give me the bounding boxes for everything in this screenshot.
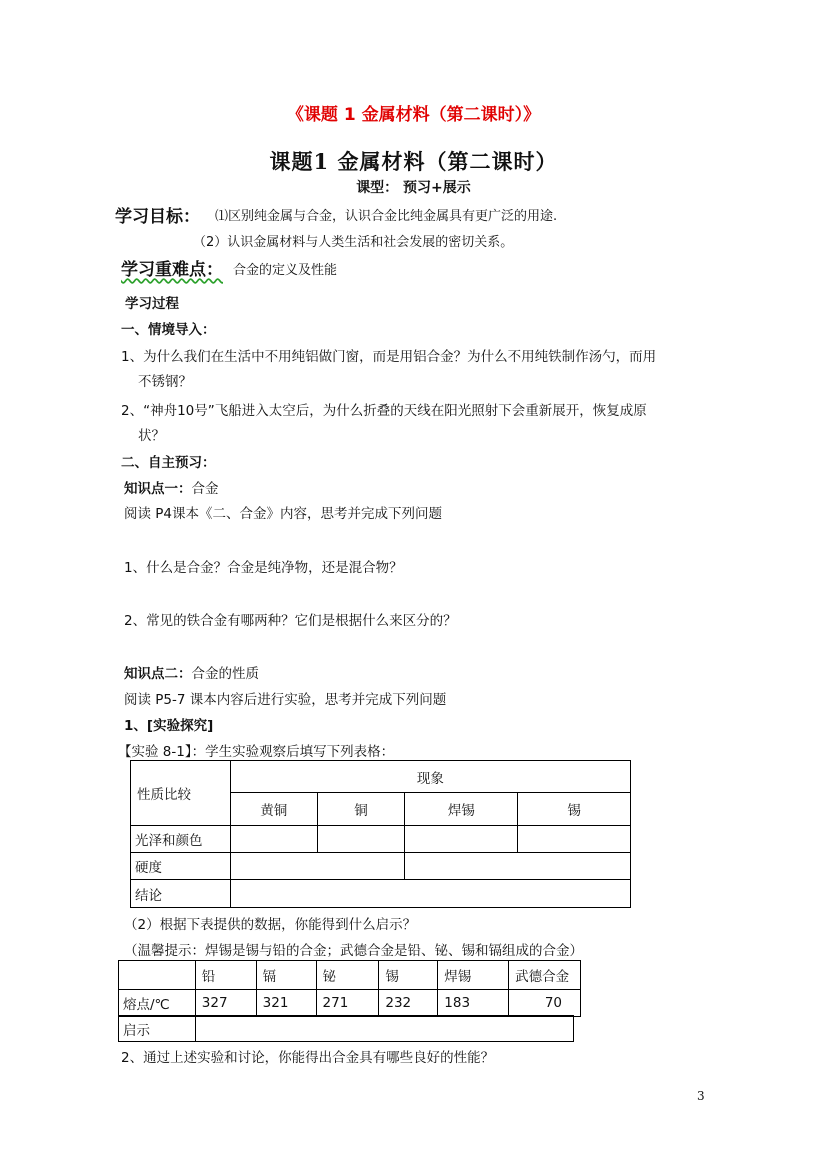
experiment-label: 【实验 8-1】：学生实验观察后填写下列表格：: [118, 744, 395, 760]
header-solder: 焊锡: [438, 961, 509, 990]
knowledge-point-2-reading: 阅读 P5-7 课本内容后进行实验，思考并完成下列问题: [124, 692, 447, 708]
row-label-melting-point: 熔点/℃: [119, 990, 196, 1017]
header-wood-alloy: 武德合金: [509, 961, 581, 990]
value-cadmium: 321: [256, 990, 316, 1017]
knowledge-point-1-question-1: 1、什么是合金？合金是纯净物，还是混合物？: [124, 560, 403, 576]
table-cell: [317, 826, 405, 853]
lesson-title: 课题1 金属材料（第二课时）: [269, 149, 558, 174]
table-cell: [405, 826, 518, 853]
row-label-hardness: 硬度: [131, 853, 231, 880]
page-number: 3: [697, 1089, 705, 1103]
value-solder: 183: [438, 990, 509, 1017]
table-cell: [230, 853, 405, 880]
header-cadmium: 镉: [256, 961, 316, 990]
header-bismuth: 铋: [316, 961, 379, 990]
header-material-copper: 铜: [317, 793, 405, 826]
knowledge-point-1: 知识点一：合金: [124, 481, 219, 497]
question-2-line-2: 状？: [138, 428, 165, 444]
knowledge-point-1-question-2: 2、常见的铁合金有哪两种？它们是根据什么来区分的？: [124, 613, 457, 629]
table-cell: [230, 826, 317, 853]
value-bismuth: 271: [316, 990, 379, 1017]
header-material-solder: 焊锡: [405, 793, 518, 826]
data-question: （2）根据下表提供的数据，你能得到什么启示？: [124, 917, 417, 933]
header-property-compare: 性质比较: [131, 761, 231, 826]
knowledge-point-2: 知识点二：合金的性质: [124, 666, 259, 682]
table-cell: [518, 826, 631, 853]
header-phenomenon: 现象: [230, 761, 630, 793]
insight-row-table: [118, 1015, 574, 1042]
key-points-heading: 学习重难点：: [121, 260, 223, 280]
header-lead: 铅: [195, 961, 256, 990]
row-label-conclusion: 结论: [131, 880, 231, 908]
process-heading: 学习过程: [125, 296, 179, 312]
value-lead: 327: [195, 990, 256, 1017]
goals-heading: 学习目标：: [115, 207, 200, 227]
knowledge-point-1-reading: 阅读 P4课本《二、合金》内容，思考并完成下列问题: [124, 506, 443, 522]
question-1-line-2: 不锈钢？: [138, 374, 192, 390]
question-2-line-1: 2、“神舟10号”飞船进入太空后，为什么折叠的天线在阳光照射下会重新展开，恢复成原: [121, 403, 647, 419]
goal-item-2: （2）认识金属材料与人类生活和社会发展的密切关系。: [193, 235, 514, 250]
warm-tip: （温馨提示：焊锡是锡与铅的合金；武德合金是铅、铋、锡和镉组成的合金）: [124, 943, 583, 959]
final-question: 2、通过上述实验和讨论，你能得出合金具有哪些良好的性能？: [121, 1050, 495, 1066]
table-header-corner: [119, 961, 196, 990]
question-1-line-1: 1、为什么我们在生活中不用纯铝做门窗，而是用铝合金？为什么不用纯铁制作汤勺，而用: [121, 349, 657, 365]
header-material-brass: 黄铜: [230, 793, 317, 826]
section-1-heading: 一、情境导入：: [121, 322, 216, 338]
header-material-tin: 锡: [518, 793, 631, 826]
melting-point-table: [118, 960, 581, 1017]
row-label-luster-color: 光泽和颜色: [131, 826, 231, 853]
key-points-text: 合金的定义及性能: [233, 263, 338, 278]
section-2-heading: 二、自主预习：: [121, 455, 216, 471]
table-cell: [230, 880, 630, 908]
table-cell: [405, 853, 631, 880]
lesson-type: 课型： 预习+展示: [356, 180, 471, 196]
header-tin: 锡: [379, 961, 438, 990]
goal-item-1: ⑴区别纯金属与合金，认识合金比纯金属具有更广泛的用途.: [215, 209, 558, 224]
experiment-heading: 1、[实验探究]: [124, 718, 214, 734]
document-red-title: 《课题 1 金属材料（第二课时）》: [286, 105, 541, 125]
insight-answer-cell: [196, 1016, 574, 1042]
row-label-insight: 启示: [119, 1016, 196, 1042]
value-wood-alloy: 70: [509, 990, 581, 1017]
value-tin: 232: [379, 990, 438, 1017]
experiment-table: [130, 760, 631, 908]
